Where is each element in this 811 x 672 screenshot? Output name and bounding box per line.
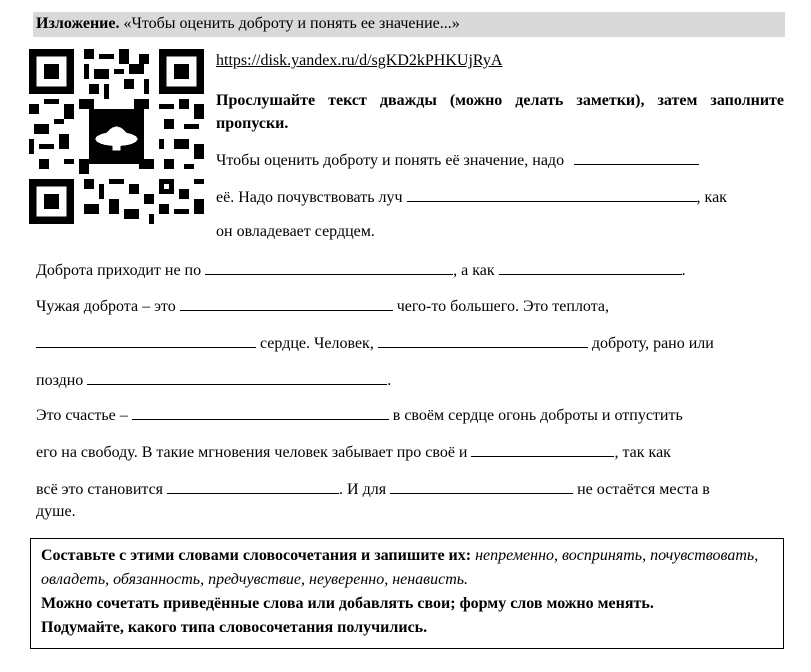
qr-center-logo — [89, 109, 144, 164]
text-fragment: её. Надо почувствовать луч — [216, 189, 403, 206]
text-line-5 — [36, 296, 609, 316]
title-bar — [33, 12, 785, 37]
title-rest: «Чтобы оценить доброту и понять ее значение...» — [119, 15, 460, 32]
blank-1[interactable] — [574, 150, 699, 165]
text-fragment: , а как — [453, 262, 495, 279]
text-fragment: в своём сердце огонь доброты и отпустить — [392, 407, 683, 424]
text-fragment: доброту, рано или — [591, 335, 714, 352]
text-line-7 — [36, 370, 391, 390]
blank-5[interactable] — [180, 296, 393, 311]
blank-10[interactable] — [471, 442, 614, 457]
blank-11[interactable] — [167, 479, 339, 494]
text-fragment: всё это становится — [36, 481, 164, 498]
qr-finder-top-right — [159, 49, 204, 94]
text-line-2 — [216, 187, 727, 207]
text-fragment: Чтобы оценить доброту и понять её значение, надо — [216, 152, 565, 169]
text-line-8 — [36, 405, 683, 425]
text-fragment: , как — [696, 189, 727, 206]
blank-12[interactable] — [390, 479, 573, 494]
blank-2[interactable] — [407, 187, 697, 202]
task-box — [30, 538, 784, 649]
text-fragment: . — [681, 262, 686, 279]
text-fragment: . И для — [339, 481, 387, 498]
text-fragment: не остаётся места в — [577, 481, 710, 498]
text-fragment: Это счастье – — [36, 407, 128, 424]
text-fragment: Чужая доброта – это — [36, 298, 176, 315]
yandex-disk-link[interactable]: https://disk.yandex.ru/d/sgKD2kPHKUjRyA — [216, 52, 503, 69]
text-fragment: поздно — [36, 372, 84, 389]
blank-4[interactable] — [499, 260, 682, 275]
text-line-3 — [216, 223, 375, 241]
blank-3[interactable] — [205, 260, 453, 275]
task-note: Можно сочетать приведённые слова или добавлять свои; форму слов можно менять. — [41, 595, 654, 612]
qr-code — [29, 49, 204, 224]
text-fragment: его на свободу. В такие мгновения человек забывает про своё и — [36, 444, 468, 461]
task-word-list: непременно, воспринять, почувствовать, овладеть, обязанность, предчувствие, неуверенно, ненависть. — [41, 547, 759, 588]
text-fragment: . — [387, 372, 392, 389]
page-title — [36, 15, 460, 33]
text-line-9 — [36, 442, 671, 462]
blank-9[interactable] — [132, 405, 389, 420]
text-line-1 — [216, 150, 699, 170]
qr-finder-bottom-left — [29, 179, 74, 224]
text-fragment: сердце. Человек, — [260, 335, 374, 352]
text-line-6 — [36, 333, 714, 353]
text-fragment: чего-то большего. Это теплота, — [396, 298, 609, 315]
text-fragment: душе. — [36, 503, 76, 520]
text-fragment: он овладевает сердцем. — [216, 223, 375, 240]
blank-7[interactable] — [378, 333, 588, 348]
task-question: Подумайте, какого типа словосочетания получились. — [41, 619, 428, 636]
task-text — [41, 544, 773, 640]
text-line-10 — [36, 479, 710, 499]
text-line-4 — [36, 260, 686, 280]
blank-6[interactable] — [36, 333, 256, 348]
blank-8[interactable] — [87, 370, 387, 385]
text-line-11 — [36, 503, 76, 521]
qr-finder-top-left — [29, 49, 74, 94]
instruction-text: Прослушайте текст дважды (можно делать заметки), затем заполните пропуски. — [216, 92, 784, 132]
text-fragment: Доброта приходит не по — [36, 262, 202, 279]
title-bold: Изложение. — [36, 15, 120, 32]
text-fragment: , так как — [614, 444, 671, 461]
task-instruction: Составьте с этими словами словосочетания и запишите их: — [41, 547, 472, 564]
